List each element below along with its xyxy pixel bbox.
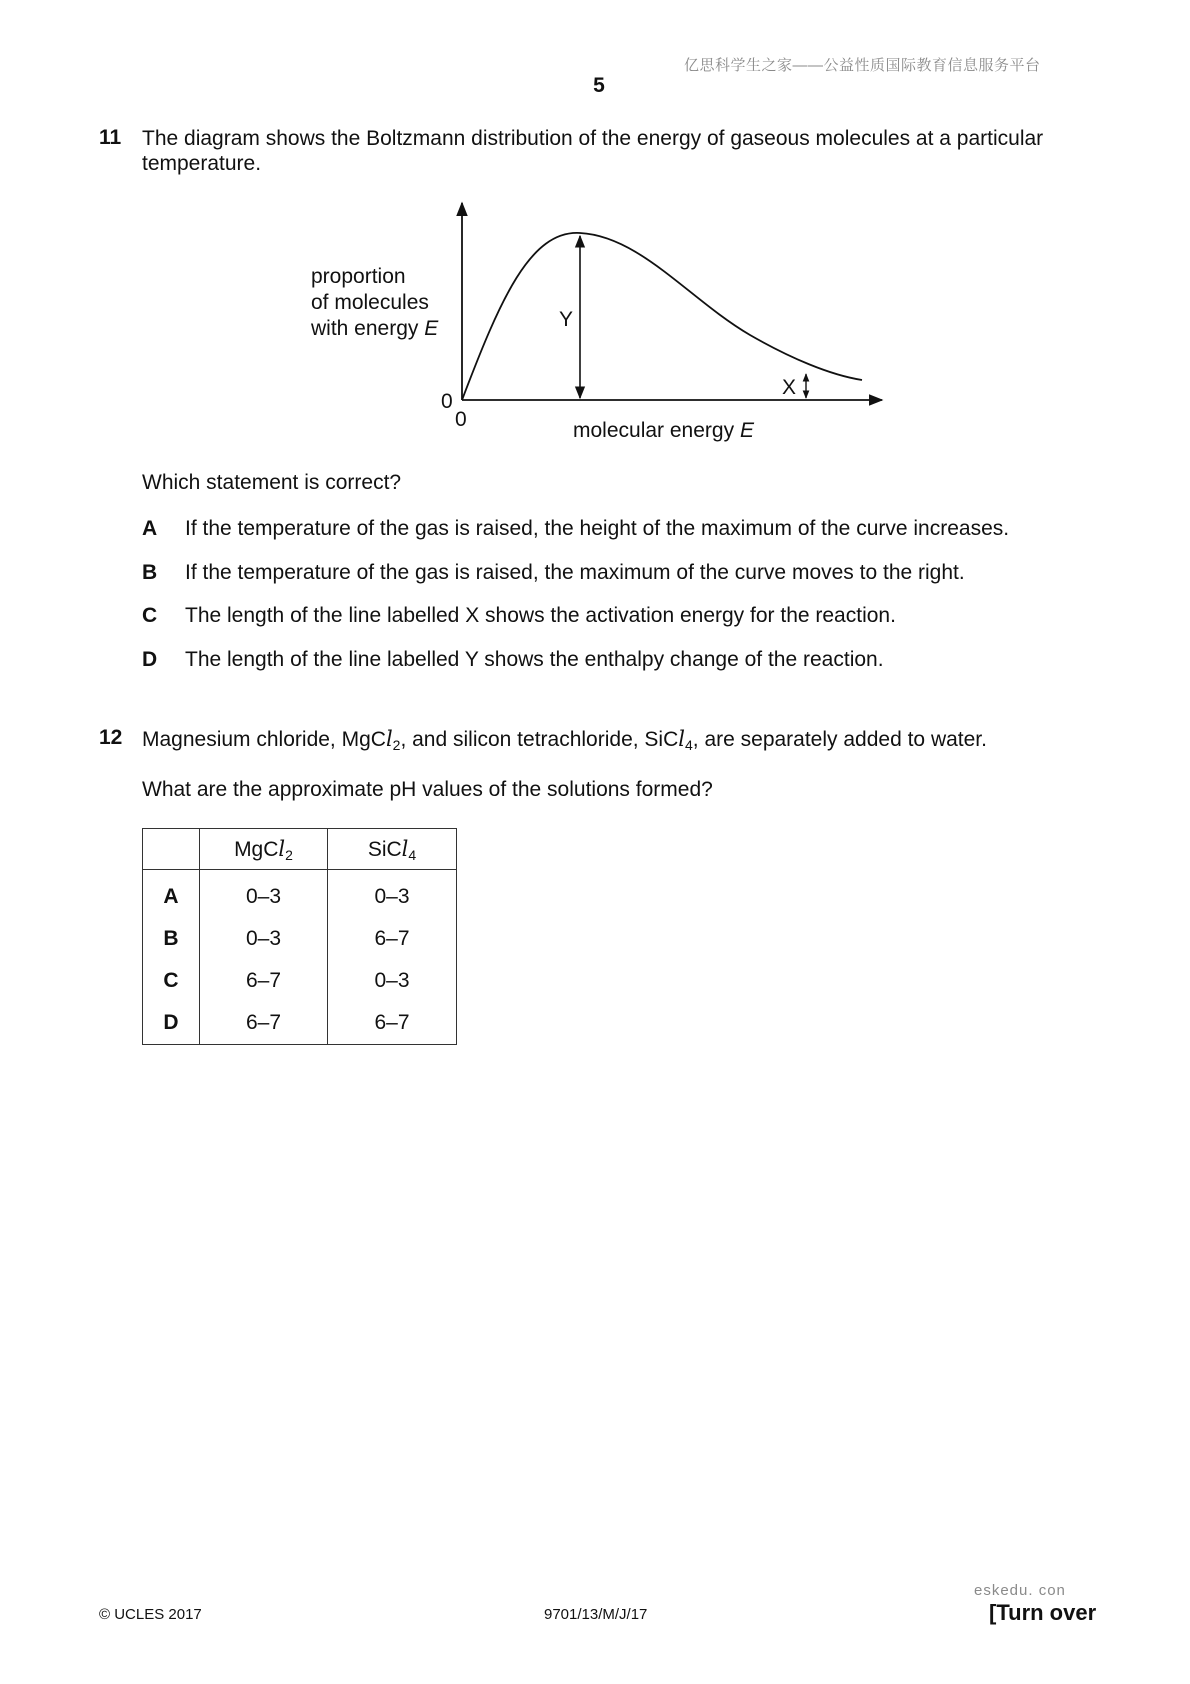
ph-table	[142, 828, 457, 1045]
subscript-2: 2	[392, 737, 401, 753]
cell-sicl4: 0–3	[328, 870, 457, 919]
header-mgcl2-base: MgC	[234, 837, 279, 861]
footer-paper-code: 9701/13/M/J/17	[544, 1606, 648, 1623]
question-11-text-line1: The diagram shows the Boltzmann distribution of the energy of gaseous molecules at a particular	[142, 127, 1044, 150]
table-row	[143, 1002, 457, 1045]
label-x: X	[782, 376, 797, 399]
y-axis-label-var: E	[424, 317, 439, 340]
distribution-curve	[462, 233, 862, 400]
table-row	[143, 918, 457, 960]
question-12-text-c: , are separately added to water.	[692, 728, 987, 751]
header-mgcl2-sub: 2	[285, 846, 293, 863]
option-c-letter: C	[142, 604, 158, 627]
row-letter: C	[143, 960, 200, 1002]
origin-x-label: 0	[455, 408, 467, 431]
y-axis-label-line2: of molecules	[311, 291, 429, 314]
question-12-text-b: , and silicon tetrachloride, SiC	[400, 728, 679, 751]
chem-l-glyph: l	[401, 836, 409, 861]
option-b-text: If the temperature of the gas is raised, the maximum of the curve moves to the right.	[185, 561, 965, 584]
cell-mgcl2: 6–7	[200, 1002, 328, 1045]
question-12-prompt: What are the approximate pH values of the solutions formed?	[142, 778, 713, 801]
row-letter: A	[143, 870, 200, 919]
option-d-text: The length of the line labelled Y shows the enthalpy change of the reaction.	[185, 648, 884, 671]
option-a-letter: A	[142, 517, 158, 540]
question-11-number: 11	[99, 126, 122, 149]
chem-l-glyph: l	[278, 836, 286, 861]
y-axis-label-line1: proportion	[311, 265, 406, 288]
cell-sicl4: 6–7	[328, 1002, 457, 1045]
cell-sicl4: 0–3	[328, 960, 457, 1002]
chem-l-glyph: l	[385, 727, 393, 751]
table-row	[143, 870, 457, 919]
cell-mgcl2: 0–3	[200, 918, 328, 960]
cell-mgcl2: 6–7	[200, 960, 328, 1002]
option-a-text: If the temperature of the gas is raised, the height of the maximum of the curve increases.	[185, 517, 1010, 540]
header-sicl4-sub: 4	[408, 846, 417, 863]
table-row	[143, 960, 457, 1002]
footer-watermark: eskedu. con	[974, 1582, 1066, 1599]
question-12-number: 12	[99, 726, 123, 749]
question-12-text	[142, 726, 987, 753]
x-axis-label-var: E	[739, 419, 754, 442]
subscript-4: 4	[684, 737, 693, 753]
row-letter: B	[143, 918, 200, 960]
x-axis-label-text: molecular energy	[573, 419, 735, 442]
question-11-text-line2: temperature.	[142, 152, 262, 175]
option-c-text: The length of the line labelled X shows the activation energy for the reaction.	[185, 604, 896, 627]
table-header-row	[143, 829, 457, 870]
page-number: 5	[593, 74, 605, 97]
chem-l-glyph: l	[678, 727, 685, 751]
cell-sicl4: 6–7	[328, 918, 457, 960]
question-12-text-a: Magnesium chloride, MgC	[142, 728, 386, 751]
option-d-letter: D	[142, 648, 158, 671]
row-letter: D	[143, 1002, 200, 1045]
y-axis-label-text: with energy	[311, 317, 419, 340]
question-11-prompt: Which statement is correct?	[142, 471, 402, 494]
label-y: Y	[559, 308, 574, 331]
table-header-sicl4	[328, 829, 457, 870]
turn-over-label: [Turn over	[989, 1600, 1097, 1625]
footer-copyright: © UCLES 2017	[99, 1606, 202, 1623]
x-axis-label	[573, 419, 755, 442]
table-header-empty	[143, 829, 200, 870]
header-sicl4-base: SiC	[367, 837, 402, 861]
table-header-mgcl2	[200, 829, 328, 870]
y-axis-label-line3	[310, 317, 439, 340]
option-b-letter: B	[142, 561, 158, 584]
cell-mgcl2: 0–3	[200, 870, 328, 919]
boltzmann-diagram	[0, 0, 1190, 460]
origin-y-label: 0	[441, 390, 453, 413]
header-watermark: 亿思科学生之家——公益性质国际教育信息服务平台	[684, 57, 1041, 74]
